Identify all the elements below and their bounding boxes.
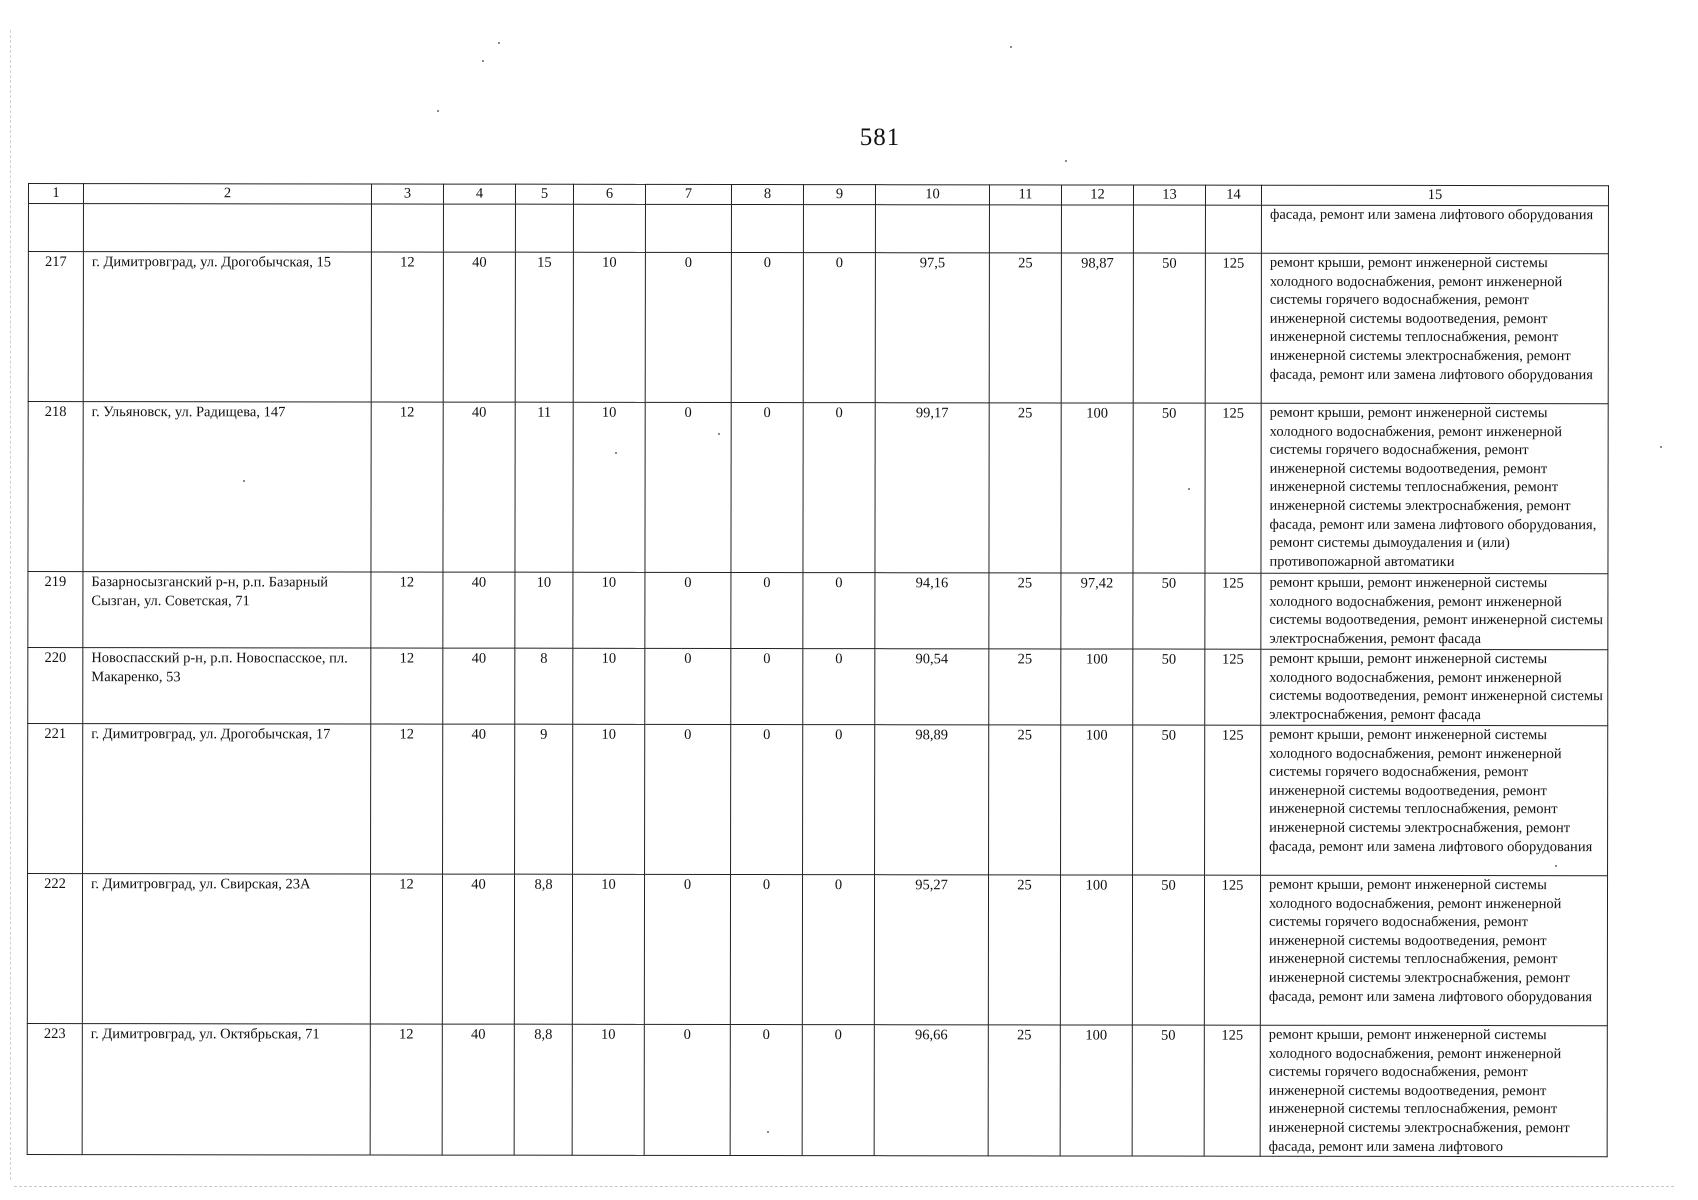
address-cell: Базарносызганский р-н, р.п. Базарный Сызган, ул. Советская, 71 xyxy=(83,572,371,648)
table-row xyxy=(28,724,1608,876)
value-cell: 0 xyxy=(730,1024,802,1155)
value-cell: 25 xyxy=(989,649,1061,725)
works-cell: ремонт крыши, ремонт инженерной системы холодного водоснабжения, ремонт инженерной системы водоотведения, ремонт инженерной системы электроснабжения, ремонт фасада xyxy=(1261,573,1608,649)
value-cell: 10 xyxy=(573,252,645,402)
value-cell: 25 xyxy=(988,875,1060,1025)
works-cell: ремонт крыши, ремонт инженерной системы холодного водоснабжения, ремонт инженерной системы водоотведения, ремонт инженерной системы электроснабжения, ремонт фасада xyxy=(1261,649,1608,725)
row-number-cell: 217 xyxy=(28,252,83,402)
value-cell: 125 xyxy=(1204,1025,1260,1156)
scan-speck xyxy=(482,60,484,62)
value-cell: 96,66 xyxy=(874,1025,988,1156)
address-cell: г. Димитровград, ул. Дрогобычская, 15 xyxy=(83,252,371,402)
value-cell: 98,89 xyxy=(875,725,989,875)
value-cell: 0 xyxy=(803,403,875,573)
header-cell: 6 xyxy=(573,184,645,204)
works-cell: ремонт крыши, ремонт инженерной системы холодного водоснабжения, ремонт инженерной системы горячего водоснабжения, ремонт инженерной системы водоотведения, ремонт инженерной системы теплоснабжения, ремонт инженерной системы электроснабжения, ремонт фасада, ремонт или замена лифтового оборудования xyxy=(1261,253,1608,403)
header-cell: 8 xyxy=(731,184,803,204)
value-cell: 50 xyxy=(1133,649,1205,725)
value-cell: 9 xyxy=(515,724,573,874)
scan-speck xyxy=(615,452,617,454)
row-number-cell: 219 xyxy=(28,572,83,648)
table-row xyxy=(27,1023,1607,1156)
value-cell: 0 xyxy=(803,253,875,403)
value-cell: 10 xyxy=(573,724,645,874)
value-cell: 0 xyxy=(802,1025,874,1156)
value-cell: 0 xyxy=(731,402,803,572)
value-cell: 11 xyxy=(515,402,573,572)
header-cell: 5 xyxy=(515,184,573,204)
empty-cell xyxy=(28,204,83,252)
value-cell: 10 xyxy=(573,402,645,572)
scan-bottom-edge xyxy=(14,1186,1674,1187)
value-cell: 0 xyxy=(730,874,802,1024)
value-cell: 0 xyxy=(731,252,803,402)
value-cell: 8 xyxy=(515,648,573,724)
value-cell: 40 xyxy=(443,252,515,402)
value-cell: 125 xyxy=(1205,403,1261,573)
value-cell: 10 xyxy=(573,648,645,724)
header-cell: 15 xyxy=(1261,185,1608,205)
value-cell: 25 xyxy=(989,253,1061,403)
header-cell: 12 xyxy=(1061,185,1133,205)
value-cell: 10 xyxy=(572,874,644,1024)
scan-speck xyxy=(1010,46,1012,48)
empty-cell xyxy=(875,205,989,253)
works-cell: фасада, ремонт или замена лифтового оборудования xyxy=(1261,205,1608,253)
page-number: 581 xyxy=(859,124,901,151)
value-cell: 8,8 xyxy=(514,874,572,1024)
scan-speck xyxy=(1555,865,1557,867)
scan-speck xyxy=(1660,446,1662,448)
header-cell: 7 xyxy=(645,184,731,204)
value-cell: 40 xyxy=(442,1024,514,1155)
table-row xyxy=(28,572,1608,650)
header-cell: 2 xyxy=(83,184,371,204)
value-cell: 50 xyxy=(1133,403,1205,573)
value-cell: 40 xyxy=(443,648,515,724)
value-cell: 0 xyxy=(645,724,731,874)
header-cell: 9 xyxy=(803,185,875,205)
value-cell: 125 xyxy=(1204,875,1260,1025)
repair-table xyxy=(27,183,1609,1157)
value-cell: 0 xyxy=(803,649,875,725)
header-cell: 14 xyxy=(1205,185,1261,205)
value-cell: 125 xyxy=(1205,253,1261,403)
value-cell: 12 xyxy=(371,252,443,402)
empty-cell xyxy=(443,204,515,252)
value-cell: 25 xyxy=(989,725,1061,875)
table-body xyxy=(27,184,1608,1157)
value-cell: 15 xyxy=(515,252,573,402)
table-row xyxy=(27,874,1607,1026)
value-cell: 0 xyxy=(645,572,731,648)
value-cell: 12 xyxy=(371,572,443,648)
value-cell: 97,5 xyxy=(875,253,989,403)
value-cell: 8,8 xyxy=(514,1024,572,1155)
header-cell: 3 xyxy=(371,184,443,204)
scan-speck xyxy=(718,433,720,435)
value-cell: 0 xyxy=(803,725,875,875)
value-cell: 125 xyxy=(1205,649,1261,725)
continuation-row xyxy=(28,204,1608,254)
empty-cell xyxy=(803,205,875,253)
value-cell: 12 xyxy=(370,874,442,1024)
value-cell: 50 xyxy=(1132,1025,1204,1156)
table-row xyxy=(28,402,1608,574)
header-row xyxy=(28,184,1608,206)
value-cell: 98,87 xyxy=(1061,253,1133,403)
value-cell: 95,27 xyxy=(874,875,988,1025)
empty-cell xyxy=(1205,205,1261,253)
row-number-cell: 221 xyxy=(28,724,83,874)
value-cell: 0 xyxy=(644,874,730,1024)
value-cell: 10 xyxy=(572,1024,644,1155)
table-row xyxy=(28,648,1608,726)
header-cell: 13 xyxy=(1133,185,1205,205)
value-cell: 0 xyxy=(802,875,874,1025)
value-cell: 10 xyxy=(573,572,645,648)
empty-cell xyxy=(645,204,731,252)
value-cell: 40 xyxy=(443,724,515,874)
empty-cell xyxy=(515,204,573,252)
empty-cell xyxy=(573,204,645,252)
header-cell: 11 xyxy=(989,185,1061,205)
header-cell: 1 xyxy=(28,184,83,204)
value-cell: 0 xyxy=(645,252,731,402)
scan-edge xyxy=(10,30,11,1180)
address-cell: г. Димитровград, ул. Дрогобычская, 17 xyxy=(83,724,371,874)
value-cell: 97,42 xyxy=(1061,573,1133,649)
value-cell: 0 xyxy=(645,402,731,572)
works-cell: ремонт крыши, ремонт инженерной системы холодного водоснабжения, ремонт инженерной системы горячего водоснабжения, ремонт инженерной системы водоотведения, ремонт инженерной системы теплоснабжения, ремонт инженерной системы электроснабжения, ремонт фасада, ремонт или замена лифтового оборудования xyxy=(1260,875,1607,1025)
value-cell: 0 xyxy=(645,648,731,724)
value-cell: 40 xyxy=(442,874,514,1024)
value-cell: 0 xyxy=(731,648,803,724)
empty-cell xyxy=(371,204,443,252)
value-cell: 100 xyxy=(1061,725,1133,875)
value-cell: 50 xyxy=(1133,253,1205,403)
address-cell: г. Димитровград, ул. Октябрьская, 71 xyxy=(82,1024,370,1156)
value-cell: 100 xyxy=(1060,1025,1132,1156)
value-cell: 100 xyxy=(1061,403,1133,573)
value-cell: 125 xyxy=(1205,573,1261,649)
header-cell: 4 xyxy=(443,184,515,204)
empty-cell xyxy=(1061,205,1133,253)
works-cell: ремонт крыши, ремонт инженерной системы холодного водоснабжения, ремонт инженерной системы горячего водоснабжения, ремонт инженерной системы водоотведения, ремонт инженерной системы теплоснабжения, ремонт инженерной системы электроснабжения, ремонт фасада, ремонт или замена лифтового оборудования xyxy=(1261,725,1608,875)
value-cell: 12 xyxy=(370,1024,442,1155)
value-cell: 12 xyxy=(371,724,443,874)
header-cell: 10 xyxy=(875,185,989,205)
row-number-cell: 222 xyxy=(27,874,82,1024)
value-cell: 0 xyxy=(731,724,803,874)
scan-speck xyxy=(1065,160,1067,162)
value-cell: 50 xyxy=(1133,725,1205,875)
value-cell: 100 xyxy=(1060,875,1132,1025)
works-cell: ремонт крыши, ремонт инженерной системы холодного водоснабжения, ремонт инженерной системы горячего водоснабжения, ремонт инженерной системы водоотведения, ремонт инженерной системы теплоснабжения, ремонт инженерной системы электроснабжения, ремонт фасада, ремонт или замена лифтового xyxy=(1260,1025,1607,1157)
value-cell: 125 xyxy=(1205,725,1261,875)
value-cell: 99,17 xyxy=(875,403,989,573)
value-cell: 25 xyxy=(988,1025,1060,1156)
value-cell: 0 xyxy=(731,572,803,648)
works-cell: ремонт крыши, ремонт инженерной системы холодного водоснабжения, ремонт инженерной системы горячего водоснабжения, ремонт инженерной системы водоотведения, ремонт инженерной системы теплоснабжения, ремонт инженерной системы электроснабжения, ремонт фасада, ремонт или замена лифтового оборудования, ремонт системы дымоудаления и (или) противопожарной автоматики xyxy=(1261,403,1608,573)
empty-cell xyxy=(83,204,371,252)
value-cell: 25 xyxy=(989,403,1061,573)
address-cell: г. Димитровград, ул. Свирская, 23А xyxy=(82,874,370,1024)
row-number-cell: 223 xyxy=(27,1023,82,1154)
value-cell: 40 xyxy=(443,572,515,648)
value-cell: 0 xyxy=(644,1024,730,1155)
scan-speck xyxy=(1188,488,1190,490)
address-cell: Новоспасский р-н, р.п. Новоспасское, пл. Макаренко, 53 xyxy=(83,648,371,724)
value-cell: 25 xyxy=(989,573,1061,649)
empty-cell xyxy=(989,205,1061,253)
row-number-cell: 220 xyxy=(28,648,83,724)
value-cell: 94,16 xyxy=(875,573,989,649)
value-cell: 90,54 xyxy=(875,649,989,725)
value-cell: 50 xyxy=(1132,875,1204,1025)
value-cell: 40 xyxy=(443,402,515,572)
row-number-cell: 218 xyxy=(28,402,83,572)
address-cell: г. Ульяновск, ул. Радищева, 147 xyxy=(83,402,371,572)
value-cell: 100 xyxy=(1061,649,1133,725)
value-cell: 0 xyxy=(803,573,875,649)
empty-cell xyxy=(1133,205,1205,253)
value-cell: 12 xyxy=(371,648,443,724)
scan-speck xyxy=(243,480,245,482)
value-cell: 50 xyxy=(1133,573,1205,649)
value-cell: 10 xyxy=(515,572,573,648)
scan-speck xyxy=(437,110,439,112)
value-cell: 12 xyxy=(371,402,443,572)
scan-speck xyxy=(767,1131,769,1133)
table-row xyxy=(28,252,1608,404)
scan-speck xyxy=(498,42,500,44)
empty-cell xyxy=(731,204,803,252)
